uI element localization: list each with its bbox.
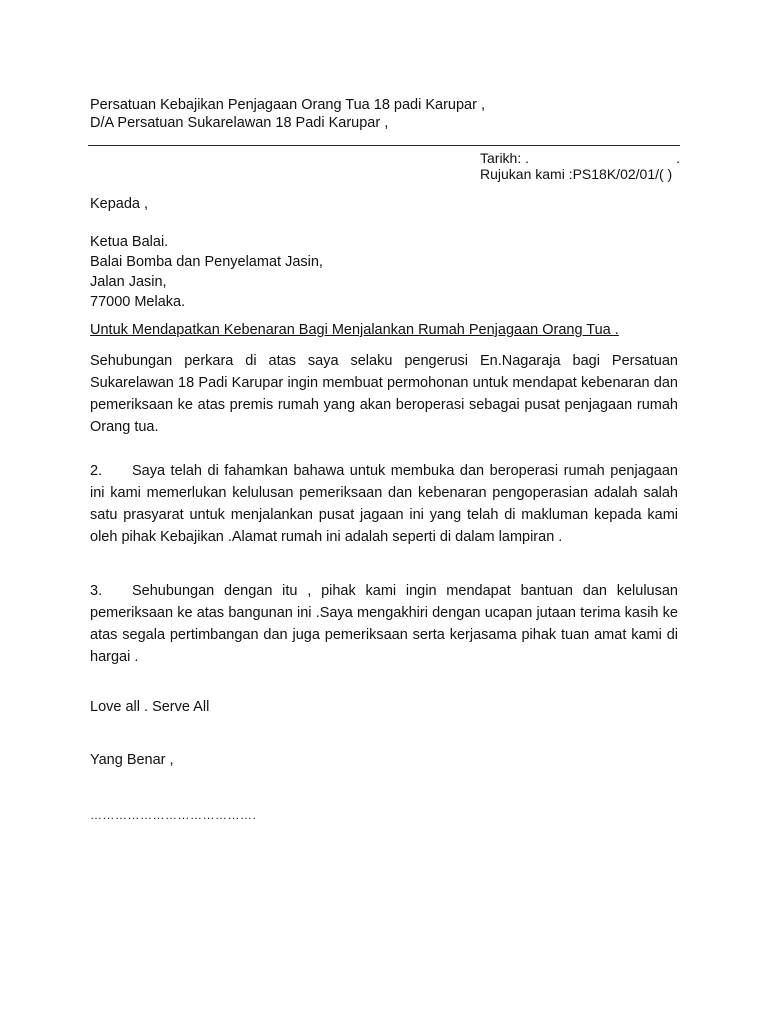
recipient-line-3: Jalan Jasin, [90,274,167,290]
letter-subject: Untuk Mendapatkan Kebenaran Bagi Menjalankan Rumah Penjagaan Orang Tua . [90,322,619,338]
recipient-line-2: Balai Bomba dan Penyelamat Jasin, [90,254,323,270]
paragraph-3-number: 3. [90,583,103,599]
paragraph-2-text: Saya telah di fahamkan bahawa untuk membuka dan beroperasi rumah penjagaan ini kami memerlukan kelulusan pemeriksaan dan kebenaran pengoperasian adalah salah satu prasyarat untuk menjalankan pusat jagaan ini yang telah di makluman kepada kami oleh pihak Kebajikan .Alamat rumah ini adalah seperti di dalam lampiran . [90,463,678,545]
motto: Love all . Serve All [90,699,210,715]
sender-line-1: Persatuan Kebajikan Penjagaan Orang Tua 18 padi Karupar , [90,97,485,113]
body-paragraph-1: Sehubungan perkara di atas saya selaku pengerusi En.Nagaraja bagi Persatuan Sukarelawan 18 Padi Karupar ingin membuat permohonan untuk mendapat kebenaran dan pemeriksaan ke atas premis rumah yang akan beroperasi sebagai pusat penjagaan rumah Orang tua. [90,353,678,435]
body-paragraph-2 [90,460,678,548]
paragraph-2-number: 2. [90,463,103,479]
body-paragraph-3 [90,580,678,668]
header-divider [88,145,680,146]
salutation: Kepada , [90,196,149,212]
reference-number: Rujukan kami :PS18K/02/01/( ) [480,166,673,182]
recipient-line-1: Ketua Balai. [90,234,169,250]
sender-line-2: D/A Persatuan Sukarelawan 18 Padi Karupar , [90,115,389,131]
closing: Yang Benar , [90,752,174,768]
date-row [480,150,680,166]
paragraph-3-text: Sehubungan dengan itu , pihak kami ingin mendapat bantuan dan kelulusan pemeriksaan ke atas bangunan ini .Saya mengakhiri dengan ucapan jutaan terima kasih ke atas segala pertimbangan dan juga pemeriksaan serta kerjasama pihak tuan amat kami di hargai . [90,583,678,665]
letter-meta [480,150,680,182]
recipient-address [90,232,323,312]
signature-line: …………………………………. [90,808,257,822]
date-end: . [676,150,680,166]
reference-row [480,166,680,182]
date-label: Tarikh: . [480,150,530,166]
recipient-line-4: 77000 Melaka. [90,294,186,310]
